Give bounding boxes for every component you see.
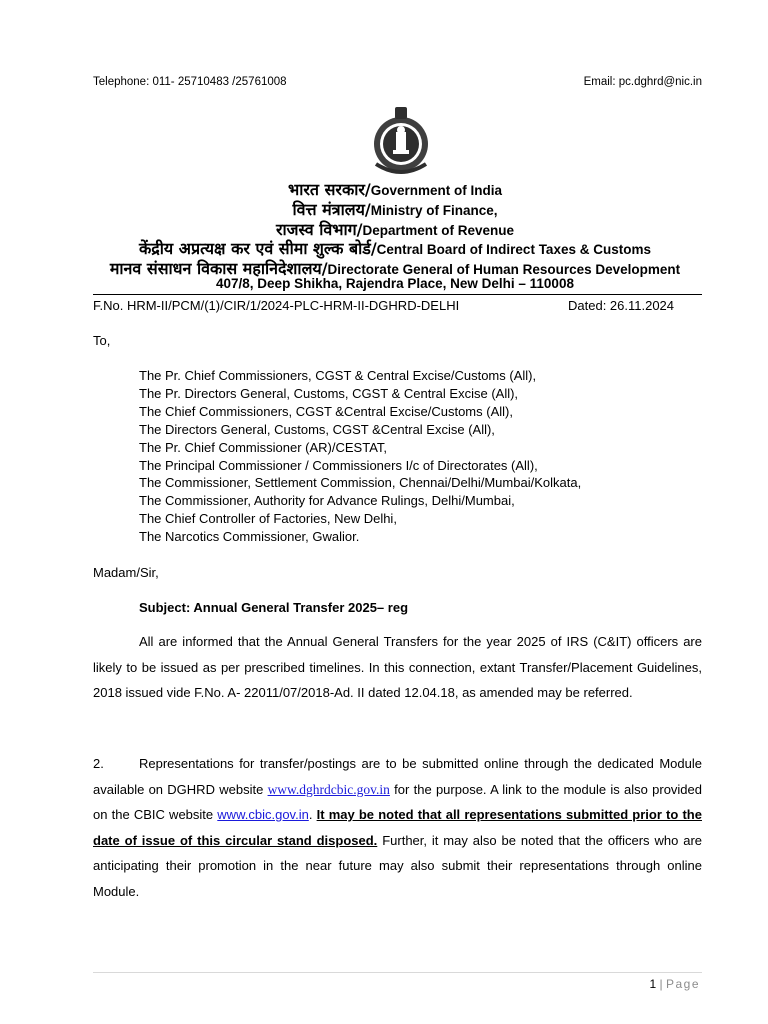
recipient-item: The Chief Commissioners, CGST &Central Excise/Customs (All), [139, 403, 513, 419]
org-line-4: केंद्रीय अप्रत्यक्ष कर एवं सीमा शुल्क बोर्ड/Central Board of Indirect Taxes & Customs [139, 239, 651, 258]
org-line-1: भारत सरकार/Government of India [287, 180, 503, 199]
cbic-website-link[interactable]: www.cbic.gov.in [217, 807, 309, 822]
recipient-item: The Pr. Directors General, Customs, CGST & Central Excise (All), [139, 385, 519, 401]
cbic-emblem-icon [366, 104, 436, 180]
org-line-2: वित्त मंत्रालय/Ministry of Finance, [292, 200, 498, 219]
telephone: Telephone: 011- 25710483 /25761008 [93, 76, 287, 88]
recipient-item: The Commissioner, Authority for Advance Rulings, Delhi/Mumbai, [139, 493, 515, 509]
header-rule [93, 294, 702, 295]
file-number: F.No. HRM-II/PCM/(1)/CIR/1/2024-PLC-HRM-II-DGHRD-DELHI [93, 298, 460, 313]
recipient-item: The Commissioner, Settlement Commission, Chennai/Delhi/Mumbai/Kolkata, [139, 475, 582, 491]
paragraph-1: All are informed that the Annual General Transfers for the year 2025 of IRS (C&IT) officers are likely to be issued as per prescribed timelines. In this connection, extant Transfer/Placement Guidelines, 2018 issued vide F.No. A- 22011/07/2018-Ad. II dated 12.04.18, as amended may be referred. [93, 634, 702, 700]
to-line: To, [93, 333, 111, 348]
paragraph-2: 2. Representations for transfer/postings are to be submitted online through the dedicated Module available on DGHRD website www.dghrdcbic.gov.in for the purpose. A link to the module is also provided on the CBIC website www.cbic.gov.in. It may be noted that all representations submitted prior to the date of issue of this circular stand disposed. Further, it may also be noted that the officers who are anticipating their promotion in the near future may also submit their representations through online Module. [93, 751, 702, 904]
dghrd-website-link[interactable]: www.dghrdcbic.gov.in [267, 781, 390, 797]
page-footer: 1 | Page [649, 977, 700, 991]
recipient-item: The Pr. Chief Commissioners, CGST & Central Excise/Customs (All), [139, 368, 537, 383]
recipient-list [139, 367, 581, 546]
org-line-5: मानव संसाधन विकास महानिदेशालय/Directorate General of Human Resources Development [109, 259, 681, 278]
paragraph-2-number: 2. [93, 756, 104, 771]
address: 407/8, Deep Shikha, Rajendra Place, New Delhi – 110008 [216, 276, 574, 291]
recipient-item: The Principal Commissioner / Commissioners I/c of Directorates (All), [139, 457, 538, 473]
email: Email: pc.dghrd@nic.in [583, 76, 702, 88]
date: Dated: 26.11.2024 [568, 298, 675, 313]
footer-rule [93, 972, 702, 973]
salutation: Madam/Sir, [93, 565, 159, 580]
page-label: Page [665, 977, 700, 991]
subject: Subject: Annual General Transfer 2025– reg [139, 600, 409, 615]
recipient-item: The Narcotics Commissioner, Gwalior. [139, 529, 360, 545]
page-number: 1 [649, 977, 657, 991]
recipient-item: The Chief Controller of Factories, New Delhi, [139, 511, 397, 527]
disposal-notice: It may be noted that all representations submitted prior to the date of issue of this circular stand disposed. [93, 807, 702, 848]
recipient-item: The Directors General, Customs, CGST &Central Excise (All), [139, 421, 495, 437]
org-line-3: राजस्व विभाग/Department of Revenue [275, 220, 515, 239]
recipient-item: The Pr. Chief Commissioner (AR)/CESTAT, [139, 439, 388, 455]
